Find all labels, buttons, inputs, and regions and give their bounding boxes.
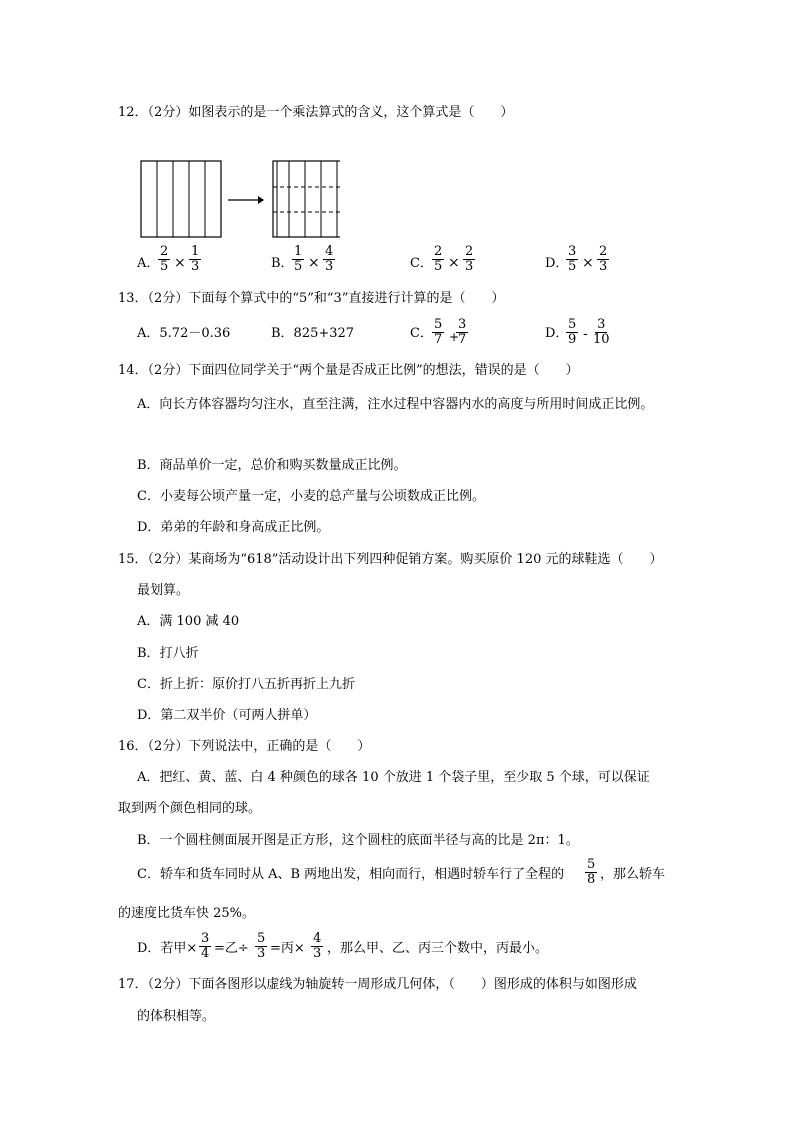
q13-stem: 13．（2分）下面每个算式中的“5”和“3”直接进行计算的是（ ） (118, 291, 505, 306)
fraction: $\frac{4}{3}$ (325, 244, 334, 274)
fraction: $\frac{2}{3}$ (599, 244, 608, 274)
fraction: $\frac{5}{8}$ (587, 857, 596, 887)
fraction: $\frac{3}{7}$ (458, 317, 467, 347)
fraction: $\frac{3}{10}$ (593, 317, 610, 347)
q15-option-c[interactable]: C．折上折：原价打八五折再折上九折 (137, 677, 355, 692)
fraction: $\frac{2}{5}$ (434, 244, 443, 274)
q14-stem: 14．（2分）下面四位同学关于“两个量是否成正比例”的想法，错误的是（ ） (118, 363, 579, 378)
q15-stem-cont: 最划算。 (137, 583, 190, 598)
q15-option-d[interactable]: D．第二双半价（可两人拼单） (137, 708, 317, 723)
q12-stem: 12．（2分）如图表示的是一个乘法算式的含义，这个算式是（ ） (118, 105, 514, 120)
q14-option-a[interactable]: A．向长方体容器均匀注水，直至注满，注水过程中容器内水的高度与所用时间成正比例。 (137, 397, 654, 412)
fraction: $\frac{2}{3}$ (465, 244, 474, 274)
fraction: $\frac{1}{5}$ (294, 244, 303, 274)
q16-option-a[interactable]: A．把红、黄、蓝、白 4 种颜色的球各 10 个放进 1 个袋子里，至少取 5 个球，可以保证 (137, 770, 650, 785)
q13-option-b[interactable]: B．825+327 (271, 326, 355, 341)
q13-option-a[interactable]: A．5.72－0.36 (137, 326, 231, 341)
q14-option-b[interactable]: B．商品单价一定，总价和购买数量成正比例。 (137, 458, 407, 473)
q16-option-a-cont: 取到两个颜色相同的球。 (118, 801, 262, 816)
q14-option-d[interactable]: D．弟弟的年龄和身高成正比例。 (137, 520, 330, 535)
fraction: $\frac{3}{5}$ (568, 244, 577, 274)
fraction: $\frac{5}{9}$ (568, 317, 577, 347)
q15-stem: 15．（2分）某商场为“618”活动设计出下列四种促销方案。购买原价 120 元的球鞋选（ ） (118, 552, 663, 567)
q16-option-c-cont: 的速度比货车快 25%。 (118, 906, 256, 921)
q16-stem: 16．（2分）下列说法中，正确的是（ ） (118, 739, 371, 754)
q17-stem-cont: 的体积相等。 (137, 1009, 216, 1024)
q12-figure (140, 160, 340, 240)
fraction: $\frac{5}{7}$ (434, 317, 443, 347)
fraction: $\frac{2}{5}$ (160, 244, 169, 274)
q16-option-b[interactable]: B．一个圆柱侧面展开图是正方形，这个圆柱的底面半径与高的比是 2π：1。 (137, 833, 579, 848)
fraction: $\frac{1}{3}$ (191, 244, 200, 274)
fraction: $\frac{3}{4}$ (201, 931, 210, 961)
q15-option-b[interactable]: B．打八折 (137, 646, 199, 661)
q15-option-a[interactable]: A．满 100 减 40 (137, 614, 240, 629)
fraction: $\frac{5}{3}$ (257, 931, 266, 961)
q14-option-c[interactable]: C．小麦每公顷产量一定，小麦的总产量与公顷数成正比例。 (137, 489, 485, 504)
q17-stem: 17．（2分）下面各图形以虚线为轴旋转一周形成几何体，（ ）图形成的体积与如图形成 (118, 977, 637, 992)
fraction: $\frac{4}{3}$ (313, 931, 322, 961)
